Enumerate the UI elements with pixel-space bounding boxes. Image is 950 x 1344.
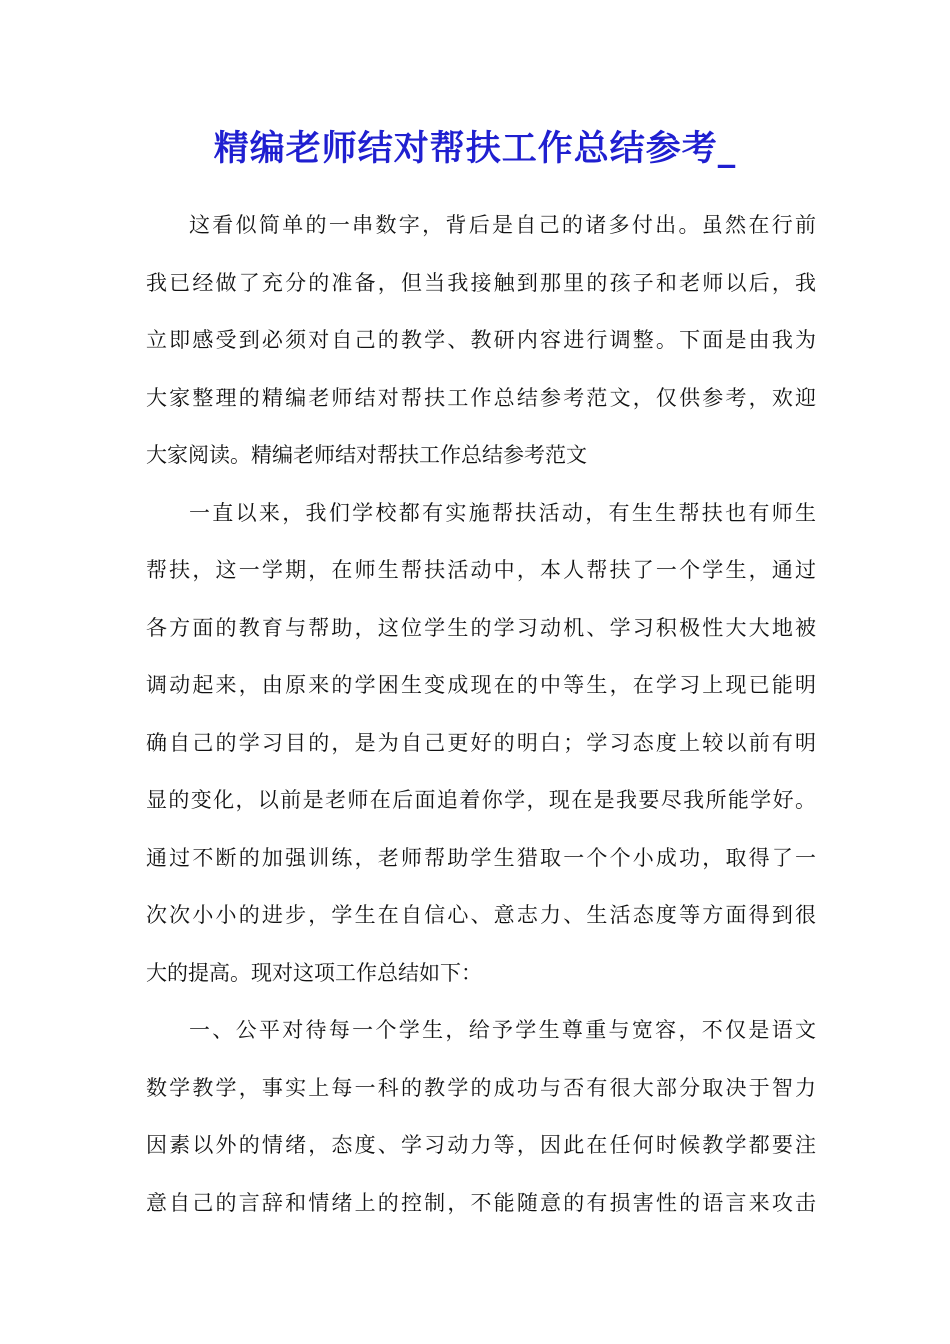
paragraph-3-line-4: 意自己的言辞和情绪上的控制，不能随意的有损害性的语言来攻击 xyxy=(146,1190,816,1215)
paragraph-3-line-1: 一、公平对待每一个学生，给予学生尊重与宽容，不仅是语文 xyxy=(189,1018,816,1042)
document-title: 精编老师结对帮扶工作总结参考_ xyxy=(213,128,737,169)
paragraph-2-line-4: 调动起来，由原来的学困生变成现在的中等生，在学习上现已能明 xyxy=(146,673,816,697)
paragraph-2-line-9: 大的提高。现对这项工作总结如下： xyxy=(146,960,482,985)
paragraph-1-line-4: 大家整理的精编老师结对帮扶工作总结参考范文，仅供参考，欢迎 xyxy=(146,385,816,410)
paragraph-2-line-6: 显的变化，以前是老师在后面追着你学，现在是我要尽我所能学好。 xyxy=(146,788,816,812)
paragraph-1-line-5: 大家阅读。精编老师结对帮扶工作总结参考范文 xyxy=(146,443,587,467)
paragraph-2-line-2: 帮扶，这一学期，在师生帮扶活动中，本人帮扶了一个学生，通过 xyxy=(146,558,816,582)
paragraph-2-line-8: 次次小小的进步，学生在自信心、意志力、生活态度等方面得到很 xyxy=(146,903,816,927)
paragraph-2-line-5: 确自己的学习目的，是为自己更好的明白；学习态度上较以前有明 xyxy=(146,730,816,755)
paragraph-1-line-2: 我已经做了充分的准备，但当我接触到那里的孩子和老师以后，我 xyxy=(146,270,816,295)
paragraph-2-line-3: 各方面的教育与帮助，这位学生的学习动机、学习积极性大大地被 xyxy=(146,615,816,640)
paragraph-1-line-3: 立即感受到必须对自己的教学、教研内容进行调整。下面是由我为 xyxy=(146,328,816,352)
paragraph-3-line-2: 数学教学，事实上每一科的教学的成功与否有很大部分取决于智力 xyxy=(146,1075,816,1100)
paragraph-1-line-1: 这看似简单的一串数字，背后是自己的诸多付出。虽然在行前 xyxy=(189,213,816,237)
document-body xyxy=(146,203,816,1238)
paragraph-2-line-7: 通过不断的加强训练，老师帮助学生猎取一个个小成功，取得了一 xyxy=(146,845,816,870)
paragraph-2-line-1: 一直以来，我们学校都有实施帮扶活动，有生生帮扶也有师生 xyxy=(189,500,816,525)
paragraph-3-line-3: 因素以外的情绪，态度、学习动力等，因此在任何时候教学都要注 xyxy=(146,1133,816,1157)
